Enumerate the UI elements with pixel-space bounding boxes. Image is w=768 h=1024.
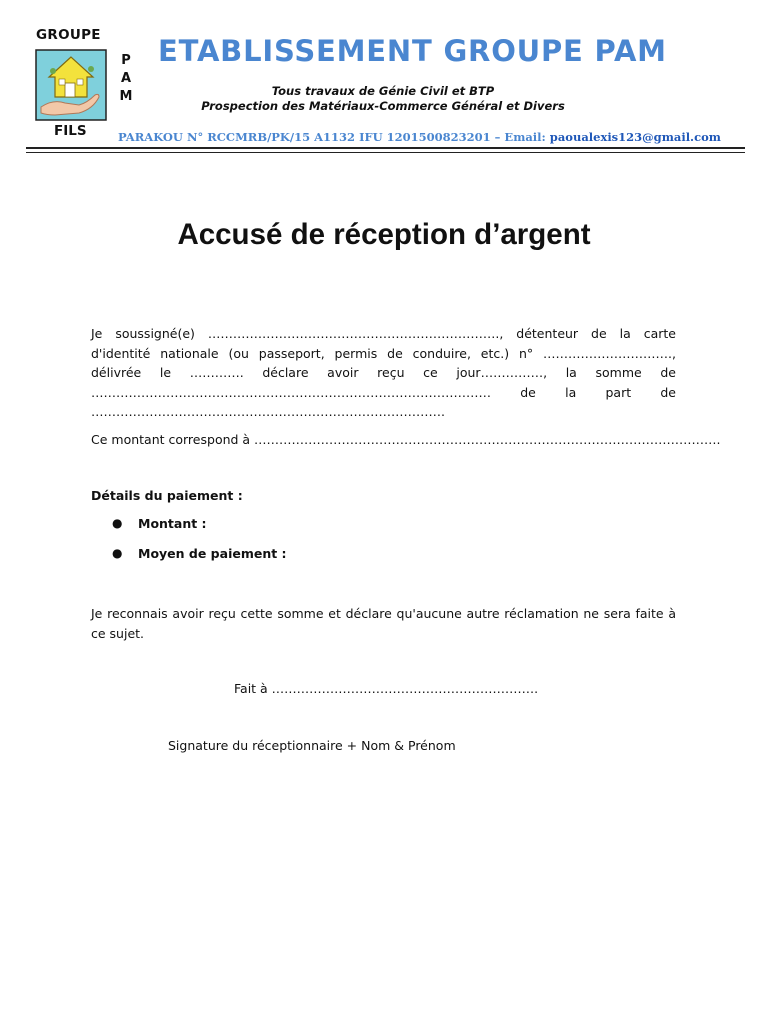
amount-purpose-line: Ce montant correspond à …………………………………………………………………………………………………. — [91, 432, 721, 447]
logo-top-text: GROUPE — [36, 27, 101, 43]
payment-details-heading: Détails du paiement : — [91, 488, 243, 503]
document-title: Accusé de réception d’argent — [177, 218, 591, 251]
logo-side-letter: A — [120, 71, 132, 86]
logo-bottom-text: FILS — [54, 123, 87, 139]
payment-amount-label: Montant : — [138, 516, 207, 531]
header-divider-thin — [26, 152, 745, 153]
acknowledgement-paragraph: Je reconnais avoir reçu cette somme et déclare qu'aucune autre réclamation ne sera faite à ce sujet. — [91, 606, 676, 641]
payment-method-label: Moyen de paiement : — [138, 546, 287, 561]
header-divider — [26, 147, 745, 149]
tagline-line-2: Prospection des Matériaux-Commerce Général et Divers — [201, 99, 565, 113]
contact-line — [118, 130, 721, 144]
payment-details-list — [112, 516, 287, 576]
list-item — [112, 516, 287, 546]
list-item — [112, 546, 287, 576]
logo-side-letters — [118, 52, 134, 106]
signature-line: Signature du réceptionnaire + Nom & Prénom — [168, 738, 456, 753]
tagline-line-1: Tous travaux de Génie Civil et BTP — [271, 84, 495, 98]
declaration-paragraph: Je soussigné(e) ……………………………………………………………., détenteur de la carte d'identité nationale (ou passeport, permis de conduire, etc.) n° …………………………., délivrée le …………. déclare avoir reçu ce jour……………, la somme de …………………………………………………………………………………… de la part de …………………………………………………………………………. — [91, 326, 676, 419]
company-name: ETABLISSEMENT GROUPE PAM — [158, 34, 667, 68]
bullet-icon: ● — [112, 516, 123, 530]
bullet-icon: ● — [112, 546, 123, 560]
logo-side-letter: P — [121, 53, 131, 68]
logo-side-letter: M — [119, 89, 133, 104]
company-logo — [35, 49, 107, 121]
contact-email: paoualexis123@gmail.com — [549, 130, 721, 144]
place-line: Fait à ………………………………………………………. — [234, 681, 539, 696]
contact-registration: PARAKOU N° RCCMRB/PK/15 A1132 IFU 1201500823201 – Email: — [118, 130, 550, 144]
